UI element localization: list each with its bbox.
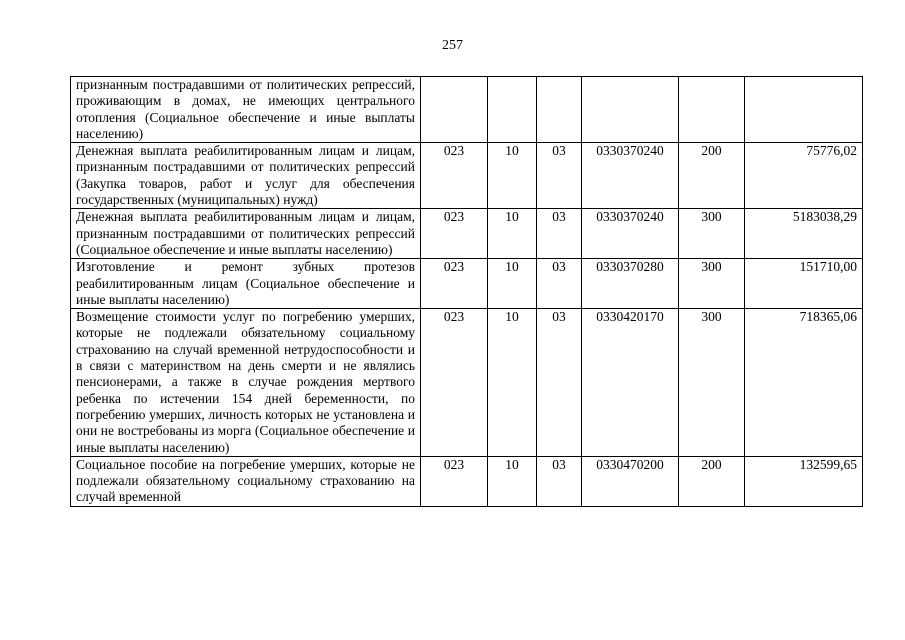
row-csr [582, 77, 679, 143]
row-vr: 200 [679, 143, 745, 209]
row-name: Денежная выплата реабилитированным лицам и лицам, признанным пострадавшими от политических репрессий (Закупка товаров, работ и услуг для обеспечения государственных (муниципальных) нужд) [71, 143, 421, 209]
page-number: 257 [442, 38, 463, 53]
row-pr [537, 77, 582, 143]
row-rz: 10 [488, 259, 537, 309]
table-row [71, 259, 863, 309]
row-name: признанным пострадавшими от политических репрессий, проживающим в домах, не имеющих центрального отопления (Социальное обеспечение и иные выплаты населению) [71, 77, 421, 143]
row-csr: 0330370240 [582, 143, 679, 209]
row-ved: 023 [421, 309, 488, 457]
row-pr: 03 [537, 456, 582, 506]
table-row [71, 143, 863, 209]
row-vr: 300 [679, 309, 745, 457]
row-pr: 03 [537, 143, 582, 209]
row-name: Денежная выплата реабилитированным лицам и лицам, признанным пострадавшими от политических репрессий (Социальное обеспечение и иные выплаты населению) [71, 209, 421, 259]
row-vr: 300 [679, 259, 745, 309]
row-vr: 200 [679, 456, 745, 506]
table-row [71, 209, 863, 259]
row-pr: 03 [537, 309, 582, 457]
row-sum: 75776,02 [745, 143, 863, 209]
table-row [71, 456, 863, 506]
row-vr [679, 77, 745, 143]
row-sum [745, 77, 863, 143]
row-pr: 03 [537, 259, 582, 309]
row-name: Возмещение стоимости услуг по погребению умерших, которые не подлежали обязательному социальному страхованию на случай временной нетрудоспособности и в связи с материнством на день смерти и не являлись пенсионерами, а также в случае рождения мертвого ребенка по истечении 154 дней беременности, по погребению умерших, личность которых не установлена и они не востребованы из морга (Социальное обеспечение и иные выплаты населению) [71, 309, 421, 457]
row-csr: 0330370240 [582, 209, 679, 259]
budget-table [70, 76, 863, 507]
row-sum: 132599,65 [745, 456, 863, 506]
row-csr: 0330370280 [582, 259, 679, 309]
row-pr: 03 [537, 209, 582, 259]
table-row [71, 309, 863, 457]
row-ved: 023 [421, 456, 488, 506]
row-name: Социальное пособие на погребение умерших, которые не подлежали обязательному социальному страхованию на случай временной [71, 456, 421, 506]
row-sum: 151710,00 [745, 259, 863, 309]
row-rz: 10 [488, 209, 537, 259]
row-ved: 023 [421, 259, 488, 309]
row-rz [488, 77, 537, 143]
row-ved [421, 77, 488, 143]
row-rz: 10 [488, 143, 537, 209]
row-vr: 300 [679, 209, 745, 259]
row-rz: 10 [488, 309, 537, 457]
row-csr: 0330420170 [582, 309, 679, 457]
row-sum: 718365,06 [745, 309, 863, 457]
row-ved: 023 [421, 209, 488, 259]
table-row [71, 77, 863, 143]
row-csr: 0330470200 [582, 456, 679, 506]
row-rz: 10 [488, 456, 537, 506]
row-sum: 5183038,29 [745, 209, 863, 259]
row-ved: 023 [421, 143, 488, 209]
row-name: Изготовление и ремонт зубных протезов реабилитированным лицам (Социальное обеспечение и иные выплаты населению) [71, 259, 421, 309]
